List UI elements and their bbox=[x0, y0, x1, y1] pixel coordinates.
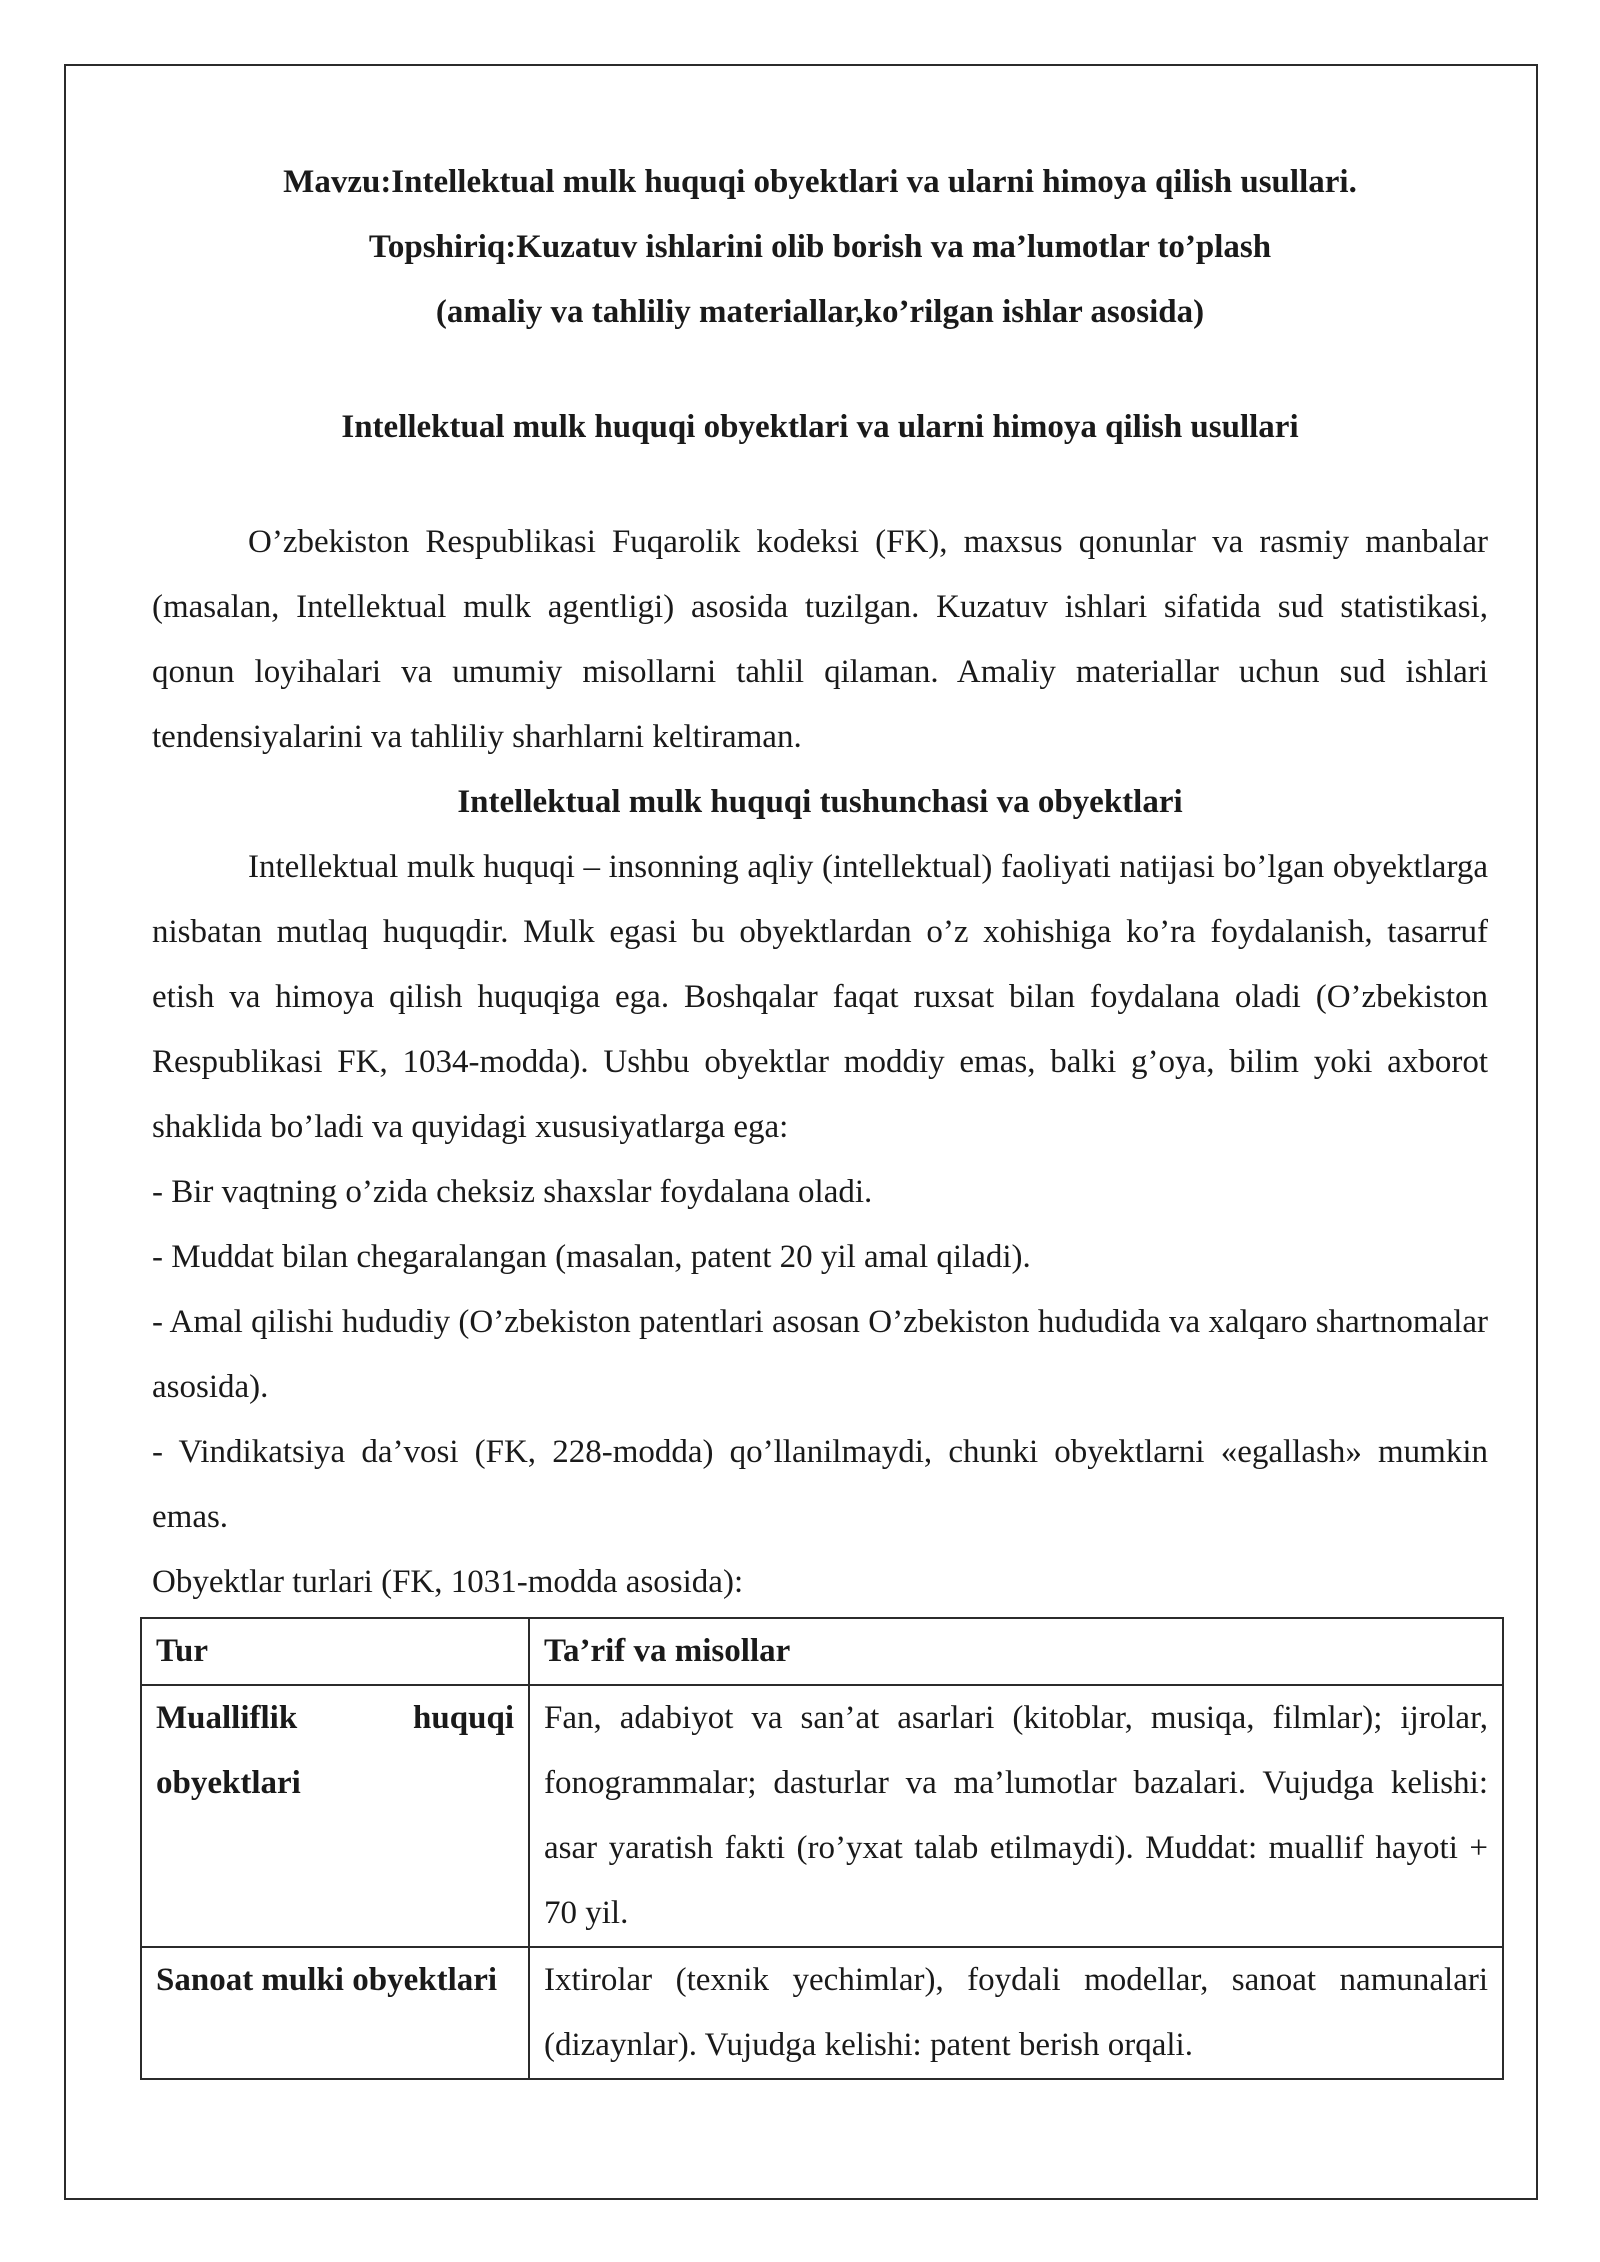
row-description: Fan, adabiyot va san’at asarlari (kitoblar, musiqa, filmlar); ijrolar, fonogrammalar; dasturlar va ma’lumotlar bazalari. Vujudga kelishi: asar yaratish fakti (ro’yxat talab etilmaydi). Muddat: muallif hayoti + 70 yil. bbox=[529, 1685, 1503, 1947]
topic-heading: Mavzu:Intellektual mulk huquqi obyektlari va ularni himoya qilish usullari. bbox=[283, 164, 1357, 200]
row-type: Sanoat mulki obyektlari bbox=[141, 1947, 529, 2079]
object-types-table bbox=[140, 1617, 1504, 2080]
table-row bbox=[141, 1685, 1503, 1947]
feature-item: - Muddat bilan chegaralangan (masalan, patent 20 yil amal qiladi). bbox=[152, 1239, 1031, 1275]
main-title: Intellektual mulk huquqi obyektlari va ularni himoya qilish usullari bbox=[341, 409, 1299, 445]
header-type: Tur bbox=[141, 1618, 529, 1685]
spacer bbox=[152, 345, 1488, 395]
document-body bbox=[152, 150, 1488, 2080]
task-heading: Topshiriq:Kuzatuv ishlarini olib borish va ma’lumotlar to’plash bbox=[368, 229, 1272, 265]
header-description: Ta’rif va misollar bbox=[529, 1618, 1503, 1685]
table-row bbox=[141, 1947, 1503, 2079]
row-type: Mualliflik huquqi obyektlari bbox=[141, 1685, 529, 1947]
spacer bbox=[152, 460, 1488, 510]
feature-item: - Vindikatsiya da’vosi (FK, 228-modda) qo’llanilmaydi, chunki obyektlarni «egallash» mumkin emas. bbox=[152, 1434, 1488, 1535]
task-subtitle: (amaliy va tahliliy materiallar,ko’rilgan ishlar asosida) bbox=[435, 294, 1205, 330]
feature-item: - Amal qilishi hududiy (O’zbekiston patentlari asosan O’zbekiston hududida va xalqaro shartnomalar asosida). bbox=[152, 1304, 1488, 1405]
types-intro: Obyektlar turlari (FK, 1031-modda asosida): bbox=[152, 1564, 744, 1600]
section-paragraph: Intellektual mulk huquqi – insonning aqliy (intellektual) faoliyati natijasi bo’lgan obyektlarga nisbatan mutlaq huquqdir. Mulk egasi bu obyektlardan o’z xohishiga ko’ra foydalanish, tasarruf etish va himoya qilish huquqiga ega. Boshqalar faqat ruxsat bilan foydalana oladi (O’zbekiston Respublikasi FK, 1034-modda). Ushbu obyektlar moddiy emas, balki g’oya, bilim yoki axborot shaklida bo’ladi va quyidagi xususiyatlarga ega: bbox=[152, 849, 1488, 1145]
table-header-row bbox=[141, 1618, 1503, 1685]
section-title: Intellektual mulk huquqi tushunchasi va obyektlari bbox=[457, 784, 1183, 820]
intro-paragraph: O’zbekiston Respublikasi Fuqarolik kodeksi (FK), maxsus qonunlar va rasmiy manbalar (masalan, Intellektual mulk agentligi) asosida tuzilgan. Kuzatuv ishlari sifatida sud statistikasi, qonun loyihalari va umumiy misollarni tahlil qilaman. Amaliy materiallar uchun sud ishlari tendensiyalarini va tahliliy sharhlarni keltiraman. bbox=[152, 524, 1488, 755]
feature-item: - Bir vaqtning o’zida cheksiz shaxslar foydalana oladi. bbox=[152, 1174, 873, 1210]
row-description: Ixtirolar (texnik yechimlar), foydali modellar, sanoat namunalari (dizaynlar). Vujudga kelishi: patent berish orqali. bbox=[529, 1947, 1503, 2079]
